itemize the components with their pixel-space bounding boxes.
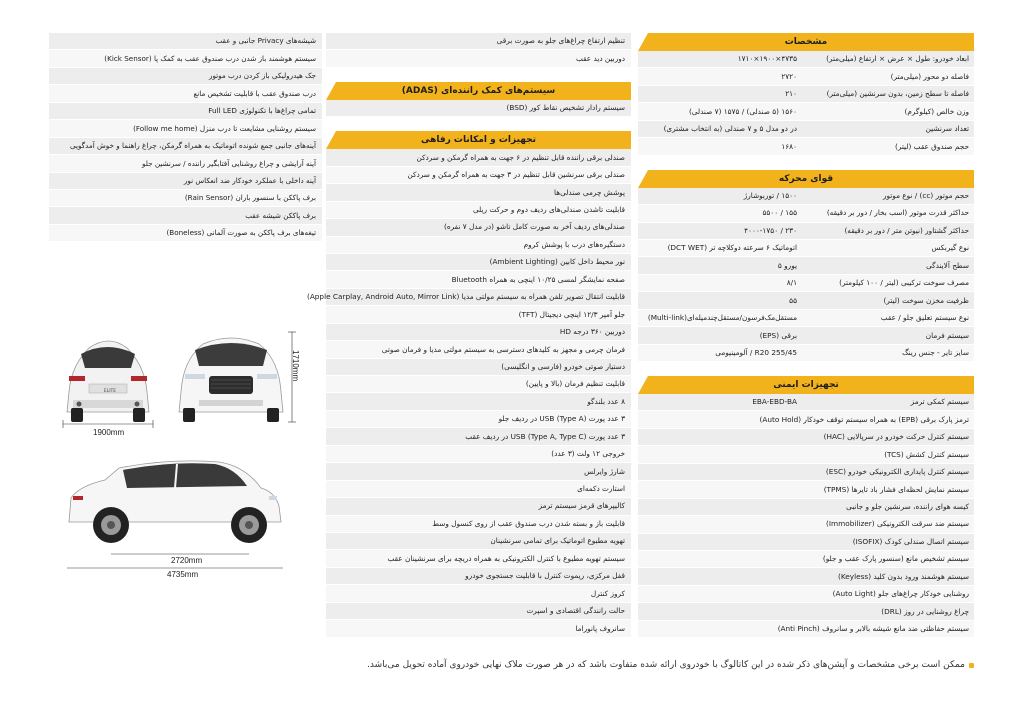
spec-label: تعداد سرنشین <box>925 124 969 134</box>
comfort-feature-text: صندلی‌های ردیف آخر به صورت کامل تاشو (در مدل ۷ نفره) <box>443 222 625 232</box>
safety-row <box>638 411 974 428</box>
safety-row <box>638 481 974 498</box>
powertrain-row <box>638 257 974 274</box>
comfort-feature-row <box>326 393 631 410</box>
exterior-column <box>49 33 322 242</box>
powertrain-label: نوع سیستم تعلیق جلو / عقب <box>880 313 969 323</box>
safety-label: سیستم کمکی ترمز <box>910 397 969 407</box>
comfort-feature-text: دستگیره‌های درب با پوشش کروم <box>523 239 625 249</box>
powertrain-value: اتوماتیک ۶ سرعته دوکلاچه تر (DCT WET) <box>667 243 797 253</box>
safety-row <box>638 568 974 585</box>
comfort-feature-row <box>326 463 631 480</box>
safety-label: سیستم اتصال صندلی کودک (ISOFIX) <box>852 536 969 546</box>
powertrain-row <box>638 205 974 222</box>
comfort-feature-text: سانروف پانوراما <box>575 623 625 633</box>
safety-label: سیستم هوشمند ورود بدون کلید (Keyless) <box>837 571 969 581</box>
height-dimension-label: 1710mm <box>291 350 300 382</box>
powertrain-label: نوع گیربکس <box>931 243 969 253</box>
exterior-feature-text: سیستم هوشمند باز شدن درب صندوق عقب به کمک پا (Kick Sensor) <box>104 53 316 63</box>
safety-row <box>638 534 974 551</box>
comfort-feature-row <box>326 202 631 219</box>
powertrain-header: قوای محرکه <box>638 170 974 188</box>
comfort-feature-text: پوشش چرمی صندلی‌ها <box>554 187 625 197</box>
comfort-feature-text: ۳ عدد پورت USB (Type A) در ردیف جلو <box>498 414 625 424</box>
spec-row <box>638 86 974 103</box>
comfort-feature-row <box>326 359 631 376</box>
comfort-feature-text: صفحه نمایشگر لمسی ۱۰/۲۵ اینچی به همراه Bluetooth <box>451 274 625 284</box>
comfort-feature-text: حالت رانندگی اقتصادی و اسپرت <box>526 606 625 616</box>
spec-value: ۱۶۸۰ <box>781 141 797 151</box>
exterior-feature-text: درب صندوق عقب با قابلیت تشخیص مانع <box>193 88 316 98</box>
exterior-feature-text: برف پاککن با سنسور باران (Rain Sensor) <box>184 193 316 203</box>
powertrain-value: ۲۳۰ / ۴۰۰۰-۱۷۵۰ <box>744 225 797 235</box>
comfort-feature-text: استارت دکمه‌ای <box>577 484 625 494</box>
comfort-list <box>306 149 631 637</box>
spec-value: ۲۱۰ <box>785 89 797 99</box>
safety-row <box>638 621 974 638</box>
comfort-feature-row <box>326 533 631 550</box>
exterior-feature-text: آینه داخلی با عملکرد خودکار ضد انعکاس نور <box>183 175 316 185</box>
safety-label: ترمز پارک برقی (EPB) به همراه سیستم توقف خودکار (Auto Hold) <box>759 414 969 424</box>
comfort-feature-row <box>326 568 631 585</box>
lighting-feature-row <box>326 50 631 67</box>
exterior-feature-text: جک هیدرولیکی باز کردن درب موتور <box>208 71 316 81</box>
comfort-feature-text: ۳ عدد پورت USB (Type A, Type C) در ردیف عقب <box>465 431 625 441</box>
comfort-feature-row <box>326 446 631 463</box>
adas-header: سیستم‌های کمک راننده‌ای (ADAS) <box>326 82 631 100</box>
exterior-feature-row <box>49 138 322 155</box>
powertrain-value: یورو ۵ <box>777 260 797 270</box>
exterior-feature-text: تیغه‌های برف پاککن به صورت آلمانی (Boneless) <box>166 228 316 238</box>
exterior-list <box>49 33 322 242</box>
width-dimension-label: 1900mm <box>93 428 125 437</box>
powertrain-value: برقی (EPS) <box>759 330 797 340</box>
powertrain-label: سطح آلایندگی <box>926 260 969 270</box>
comfort-feature-row <box>326 376 631 393</box>
exterior-feature-row <box>49 120 322 137</box>
powertrain-label: سایز تایر - جنس رینگ <box>902 347 969 357</box>
specs-column <box>638 33 974 638</box>
spec-row <box>638 138 974 155</box>
comfort-feature-row <box>326 149 631 166</box>
powertrain-value: ۱۵۰۰ / توربوشارژ <box>743 191 797 201</box>
spec-row <box>638 103 974 120</box>
powertrain-label: ظرفیت مخزن سوخت (لیتر) <box>883 295 969 305</box>
comfort-feature-row <box>326 428 631 445</box>
safety-row <box>638 586 974 603</box>
exterior-feature-text: آینه‌های جانبی جمع شونده اتوماتیک به همراه گرمکن، چراغ راهنما و خوش آمدگویی <box>69 141 316 151</box>
lighting-feature-text: تنظیم ارتفاع چراغ‌های جلو به صورت برقی <box>496 36 625 46</box>
comfort-feature-row <box>326 271 631 288</box>
powertrain-row <box>638 327 974 344</box>
comfort-feature-text: قابلیت تنظیم فرمان (بالا و پایین) <box>525 379 625 389</box>
comfort-feature-text: قابلیت تاشدن صندلی‌های ردیف دوم و حرکت ریلی <box>472 205 625 215</box>
safety-label: روشنایی خودکار چراغ‌های جلو (Auto Light) <box>832 589 969 599</box>
adas-list <box>326 100 631 117</box>
exterior-feature-text: تمامی چراغ‌ها با تکنولوژی Full LED <box>208 106 316 116</box>
exterior-feature-row <box>49 155 322 172</box>
spec-label: فاصله دو محور (میلی‌متر) <box>890 71 969 81</box>
comfort-feature-row <box>326 516 631 533</box>
powertrain-value: ۱۵۵ / ۵۵۰۰ <box>762 208 797 218</box>
safety-label: سیستم ضد سرقت الکترونیکی (Immobilizer) <box>826 519 969 529</box>
comfort-feature-text: قفل مرکزی، ریموت کنترل با قابلیت جستجوی خودرو <box>465 571 625 581</box>
comfort-feature-text: شارژ وایرلس <box>584 466 625 476</box>
powertrain-row <box>638 275 974 292</box>
exterior-feature-text: آینه آرایشی و چراغ روشنایی آفتابگیر راننده / سرنشین جلو <box>142 158 316 168</box>
safety-row <box>638 551 974 568</box>
safety-row <box>638 499 974 516</box>
comfort-feature-row <box>326 237 631 254</box>
exterior-feature-row <box>49 85 322 102</box>
safety-label: سیستم تشخیص مانع (سنسور پارک عقب و جلو) <box>822 554 969 564</box>
disclaimer-footnote <box>262 660 974 670</box>
wheelbase-dimension-label: 2720mm <box>171 556 203 565</box>
car-dimensions-figure <box>49 320 322 590</box>
lighting-feature-row <box>326 33 631 50</box>
safety-label: سیستم حفاظتی ضد مانع شیشه بالابر و سانروف (Anti Pinch) <box>777 624 969 634</box>
safety-row <box>638 464 974 481</box>
spec-label: فاصله تا سطح زمین، بدون سرنشین (میلی‌متر) <box>826 89 969 99</box>
comfort-feature-text: تهویه مطبوع اتوماتیک برای تمامی سرنشینان <box>490 536 625 546</box>
powertrain-label: حداکثر گشتاور (نیوتن متر / دور بر دقیقه) <box>844 225 969 235</box>
spec-value: ۲۷۲۰ <box>781 71 797 81</box>
safety-row <box>638 394 974 411</box>
comfort-feature-row <box>326 254 631 271</box>
car-illustrations <box>49 320 322 590</box>
comfort-feature-row <box>326 306 631 323</box>
comfort-feature-row <box>326 167 631 184</box>
exterior-feature-row <box>49 50 322 67</box>
safety-label: چراغ روشنایی در روز (DRL) <box>881 606 969 616</box>
powertrain-row <box>638 188 974 205</box>
features-column <box>306 33 631 638</box>
spec-value: ۱۵۶۰ (۵ صندلی) / ۱۵۷۵ (۷ صندلی) <box>688 106 797 116</box>
safety-row <box>638 603 974 620</box>
comfort-feature-row <box>326 411 631 428</box>
comfort-feature-text: دوربین ۳۶۰ درجه HD <box>559 327 625 337</box>
comfort-feature-text: صندلی برقی راننده قابل تنظیم در ۶ جهت به همراه گرمکن و سردکن <box>416 152 625 162</box>
specs-header: مشخصات <box>638 33 974 51</box>
comfort-feature-text: قابلیت انتقال تصویر تلفن همراه به سیستم مولتی مدیا (Apple Carplay, Android Auto, Mirror Link) <box>306 292 625 302</box>
safety-label: سیستم کنترل کشش (TCS) <box>884 449 969 459</box>
safety-row <box>638 446 974 463</box>
safety-row <box>638 429 974 446</box>
comfort-feature-text: جلو آمپر ۱۲/۳ اینچی دیجیتال (TFT) <box>518 309 625 319</box>
powertrain-value: ۸/۱ <box>786 278 797 288</box>
exterior-feature-row <box>49 207 322 224</box>
exterior-feature-text: برف پاککن شیشه عقب <box>245 210 316 220</box>
powertrain-value: ۵۵ <box>789 295 797 305</box>
safety-label: کیسه هوای راننده، سرنشین جلو و جانبی <box>846 502 969 512</box>
comfort-feature-row <box>326 620 631 637</box>
adas-feature-text: سیستم رادار تشخیص نقاط کور (BSD) <box>506 103 625 113</box>
spec-label: وزن خالص (کیلوگرم) <box>904 106 969 116</box>
comfort-feature-row <box>326 550 631 567</box>
exterior-feature-row <box>49 103 322 120</box>
powertrain-row <box>638 292 974 309</box>
comfort-feature-row <box>326 585 631 602</box>
powertrain-row <box>638 310 974 327</box>
exterior-feature-row <box>49 33 322 50</box>
exterior-feature-text: سیستم روشنایی مشایعت تا درب منزل (Follow me home) <box>133 123 316 133</box>
exterior-feature-row <box>49 173 322 190</box>
powertrain-value: مستقل‌مک‌فرسون/مستقل‌چندمیله‌ای(Multi-link) <box>647 313 797 323</box>
comfort-feature-row <box>326 219 631 236</box>
mid-top-list <box>326 33 631 68</box>
comfort-feature-text: قابلیت باز و بسته شدن درب صندوق عقب از روی کنسول وسط <box>432 518 625 528</box>
safety-label: سیستم کنترل پایداری الکترونیکی خودرو (ESC) <box>825 467 969 477</box>
safety-row <box>638 516 974 533</box>
safety-value: EBA-EBD-BA <box>752 397 797 407</box>
powertrain-label: حداکثر قدرت موتور (اسب بخار / دور بر دقیقه) <box>826 208 969 218</box>
powertrain-label: حجم موتور (cc) / نوع موتور <box>882 191 969 201</box>
comfort-feature-row <box>326 341 631 358</box>
powertrain-row <box>638 240 974 257</box>
comfort-header: تجهیزات و امکانات رفاهی <box>326 131 631 149</box>
safety-header: تجهیزات ایمنی <box>638 376 974 394</box>
car-front-view <box>179 338 283 422</box>
comfort-feature-row <box>306 289 631 306</box>
exterior-feature-row <box>49 68 322 85</box>
exterior-feature-row <box>49 225 322 242</box>
powertrain-label: سیستم فرمان <box>925 330 969 340</box>
comfort-feature-row <box>326 184 631 201</box>
powertrain-row <box>638 223 974 240</box>
length-dimension-label: 4735mm <box>167 570 199 579</box>
comfort-feature-text: صندلی برقی سرنشین قابل تنظیم در ۳ جهت به همراه گرمکن و سردکن <box>407 170 625 180</box>
specs-table <box>638 51 974 156</box>
rear-badge: ELITE <box>103 389 117 394</box>
comfort-feature-row <box>326 498 631 515</box>
exterior-feature-text: شیشه‌های Privacy جانبی و عقب <box>215 36 316 46</box>
spec-label: ابعاد خودرو: طول × عرض × ارتفاع (میلی‌متر) <box>826 54 969 64</box>
spec-row <box>638 51 974 68</box>
spec-row <box>638 121 974 138</box>
comfort-feature-text: کالیپرهای قرمز سیستم ترمز <box>538 501 625 511</box>
safety-label: سیستم نمایش لحظه‌ای فشار باد تایرها (TPMS) <box>823 484 969 494</box>
powertrain-value: 255/45 R20 / آلومینیومی <box>715 347 797 357</box>
lighting-feature-text: دوربین دید عقب <box>575 53 625 63</box>
spec-label: حجم صندوق عقب (لیتر) <box>894 141 969 151</box>
exterior-feature-row <box>49 190 322 207</box>
powertrain-table <box>638 188 974 362</box>
comfort-feature-text: فرمان چرمی و مجهز به کلیدهای دسترسی به سیستم مولتی مدیا و فرمان صوتی <box>381 344 625 354</box>
comfort-feature-text: ۸ عدد بلندگو <box>587 396 625 406</box>
safety-table <box>638 394 974 638</box>
comfort-feature-text: دستیار صوتی خودرو (فارسی و انگلیسی) <box>501 361 625 371</box>
comfort-feature-text: سیستم تهویه مطبوع با کنترل الکترونیکی به همراه دریچه برای سرنشینان عقب <box>387 553 625 563</box>
car-side-view <box>69 461 281 543</box>
powertrain-label: مصرف سوخت ترکیبی (لیتر / ۱۰۰ کیلومتر) <box>839 278 969 288</box>
comfort-feature-text: نور محیط داخل کابین (Ambient Lighting) <box>489 257 625 267</box>
car-rear-view <box>67 341 149 422</box>
adas-feature-row <box>326 100 631 117</box>
comfort-feature-row <box>326 603 631 620</box>
spec-value: ۴۷۳۵×۱۹۰۰×۱۷۱۰ <box>737 54 797 64</box>
bullet-icon <box>969 663 974 668</box>
spec-value: در دو مدل ۵ و ۷ صندلی (به انتخاب مشتری) <box>663 124 797 134</box>
comfort-feature-row <box>326 481 631 498</box>
powertrain-row <box>638 345 974 362</box>
comfort-feature-text: خروجی ۱۲ ولت (۳ عدد) <box>551 449 625 459</box>
disclaimer-text: ممکن است برخی مشخصات و آپشن‌های ذکر شده در این کاتالوگ با خودروی ارائه شده متفاوت باشد که در هر صورت ملاک نهایی خودروی آماده تحویل می‌باشد. <box>367 660 965 670</box>
safety-label: سیستم کنترل حرکت خودرو در سرپالایی (HAC) <box>823 432 969 442</box>
spec-row <box>638 68 974 85</box>
comfort-feature-text: کروز کنترل <box>590 588 625 598</box>
comfort-feature-row <box>326 324 631 341</box>
